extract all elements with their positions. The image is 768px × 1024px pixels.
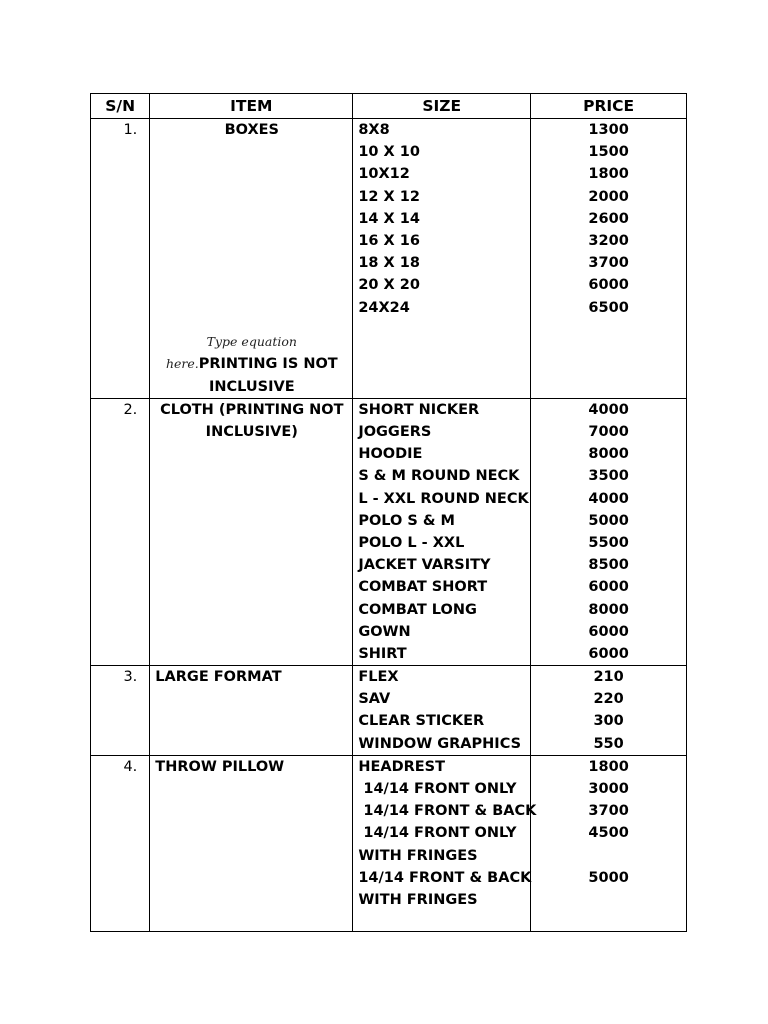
price-entry: 6000	[588, 579, 629, 596]
price-entry: 3700	[588, 255, 629, 272]
size-entry: SAV	[358, 691, 391, 708]
size-cell	[353, 666, 531, 756]
table-header	[91, 94, 687, 119]
header-sn: S/N	[91, 94, 150, 119]
price-cell	[531, 755, 687, 931]
price-entry: 5000	[588, 869, 629, 886]
row-number: 3.	[123, 669, 138, 686]
item-cell	[150, 755, 353, 931]
row-number: 1.	[123, 122, 138, 138]
price-entry: 6000	[588, 645, 629, 662]
size-cell	[353, 398, 531, 665]
price-cell	[531, 666, 687, 756]
size-entry: POLO L - XXL	[358, 534, 465, 551]
price-entry	[531, 889, 686, 911]
header-price: PRICE	[531, 94, 687, 119]
item-note: PRINTING IS NOT INCLUSIVE	[198, 356, 338, 395]
price-entry	[531, 845, 686, 867]
item-cell	[150, 119, 353, 399]
price-cell	[531, 398, 687, 665]
size-entry: HOODIE	[358, 446, 423, 463]
price-entry: 6500	[588, 299, 629, 316]
size-entry: 16 X 16	[358, 232, 420, 249]
size-entry: 24X24	[358, 299, 410, 316]
size-entry: POLO S & M	[358, 512, 455, 529]
price-entry: 210	[593, 669, 624, 686]
table-row	[91, 398, 687, 665]
item-note-block	[155, 331, 348, 398]
row-number: 2.	[123, 401, 138, 418]
equation-placeholder[interactable]: Type equation here.	[165, 334, 297, 372]
price-entry: 4000	[588, 490, 629, 507]
size-entry: FLEX	[358, 669, 399, 686]
size-entry: 10 X 10	[358, 144, 420, 161]
header-item: ITEM	[150, 94, 353, 119]
sn-cell	[91, 666, 150, 756]
price-cell	[531, 119, 687, 399]
size-entry: GOWN	[358, 623, 411, 640]
price-entry: 5000	[588, 512, 629, 529]
price-entry: 220	[593, 691, 624, 708]
size-entry: WITH FRINGES	[358, 891, 478, 908]
row-number: 4.	[123, 758, 138, 775]
size-entry: 14/14 FRONT ONLY	[358, 781, 517, 797]
item-name: THROW PILLOW	[155, 758, 285, 775]
size-entry: 14/14 FRONT & BACK	[358, 869, 532, 886]
price-entry: 4500	[588, 825, 629, 842]
item-cell	[150, 398, 353, 665]
size-entry: 20 X 20	[358, 277, 420, 294]
price-entry: 7000	[588, 424, 629, 440]
price-entry: 550	[593, 735, 624, 752]
price-entry: 3200	[588, 232, 629, 249]
size-entry: S & M ROUND NECK	[358, 468, 520, 485]
sn-cell	[91, 755, 150, 931]
sn-cell	[91, 119, 150, 399]
size-entry: L - XXL ROUND NECK	[358, 490, 529, 507]
price-entry: 8000	[588, 446, 629, 463]
price-entry: 3700	[588, 803, 629, 820]
size-entry: SHORT NICKER	[358, 401, 480, 418]
price-entry: 5500	[588, 534, 629, 551]
table-row	[91, 755, 687, 931]
price-entry: 300	[593, 713, 624, 730]
item-cell	[150, 666, 353, 756]
table-body	[91, 119, 687, 932]
item-name: LARGE FORMAT	[155, 669, 282, 686]
price-entry: 4000	[588, 401, 629, 418]
price-entry: 6000	[588, 623, 629, 640]
header-size: SIZE	[353, 94, 531, 119]
item-name: BOXES	[224, 122, 279, 138]
size-entry: 8X8	[358, 122, 390, 138]
size-entry: SHIRT	[358, 645, 407, 662]
price-entry: 3000	[588, 781, 629, 797]
price-entry: 1300	[588, 122, 629, 138]
size-entry: JACKET VARSITY	[358, 557, 491, 574]
price-entry: 2000	[588, 188, 629, 205]
price-entry: 8500	[588, 557, 629, 574]
size-entry: 14/14 FRONT & BACK	[358, 803, 537, 820]
header-row	[91, 94, 687, 119]
size-entry: WINDOW GRAPHICS	[358, 735, 522, 752]
size-entry: 18 X 18	[358, 255, 420, 272]
table-row	[91, 119, 687, 399]
size-entry: CLEAR STICKER	[358, 713, 485, 730]
sn-cell	[91, 398, 150, 665]
size-cell	[353, 119, 531, 399]
price-entry: 2600	[588, 210, 629, 227]
size-entry: HEADREST	[358, 758, 446, 775]
size-entry: COMBAT LONG	[358, 601, 477, 618]
price-entry: 8000	[588, 601, 629, 618]
price-entry: 1500	[588, 144, 629, 161]
size-entry: WITH FRINGES	[358, 847, 478, 864]
price-entry: 6000	[588, 277, 629, 294]
size-entry: JOGGERS	[358, 424, 432, 440]
size-cell	[353, 755, 537, 931]
price-entry: 1800	[588, 166, 629, 183]
size-entry: 10X12	[358, 166, 410, 183]
table-row	[91, 666, 687, 756]
size-entry: 12 X 12	[358, 188, 420, 205]
item-name: CLOTH (PRINTING NOT INCLUSIVE)	[160, 401, 344, 441]
size-entry: 14 X 14	[358, 210, 420, 227]
size-entry: COMBAT SHORT	[358, 579, 488, 596]
price-entry: 1800	[588, 758, 629, 775]
size-entry: 14/14 FRONT ONLY	[358, 825, 517, 842]
price-entry: 3500	[588, 468, 629, 485]
price-table	[90, 93, 687, 932]
